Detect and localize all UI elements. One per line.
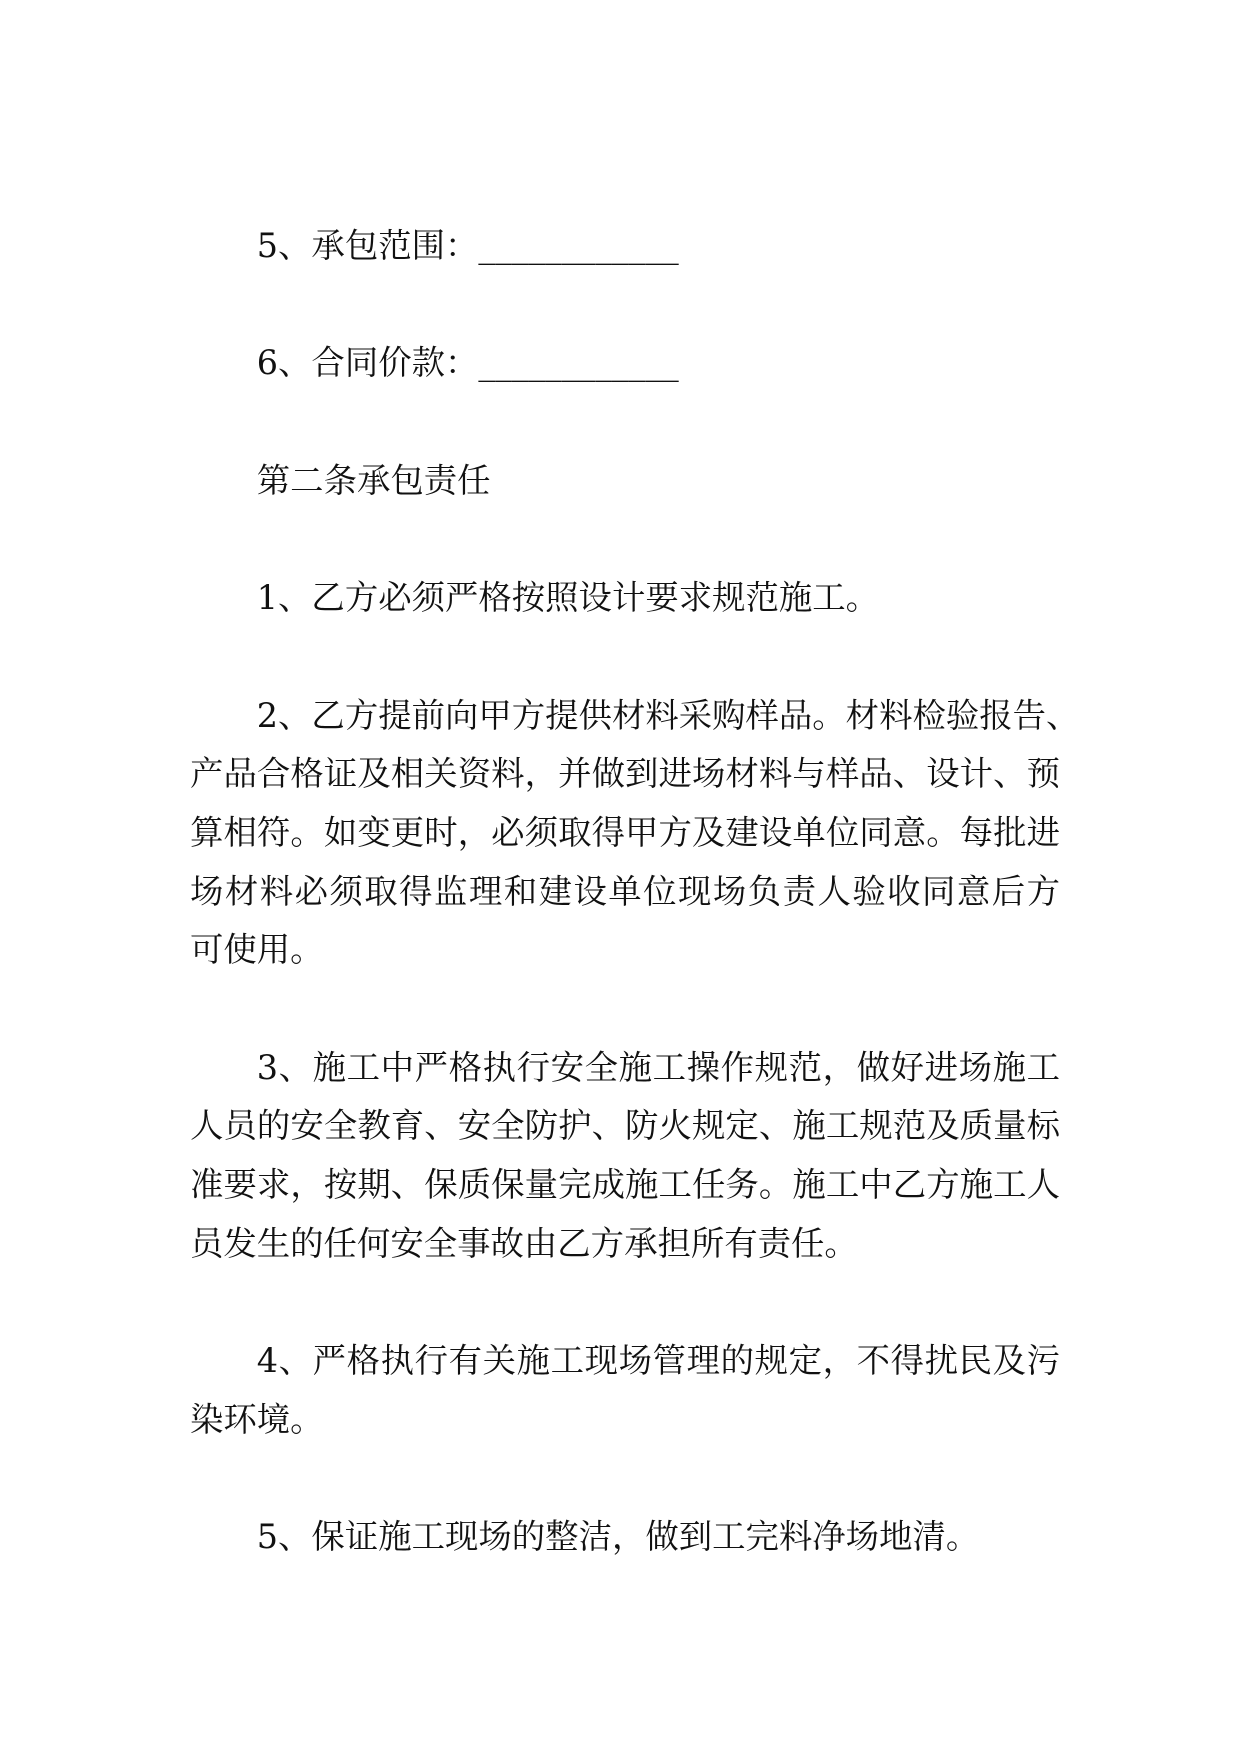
paragraph <box>190 687 1080 980</box>
text-line: 5、保证施工现场的整洁，做到工完料净场地清。 <box>256 1517 980 1557</box>
text-line: 染环境。 <box>190 1399 324 1439</box>
text-line: 3、施工中严格执行安全施工操作规范，做好进场施工 <box>256 1047 1060 1087</box>
text-line: 准要求，按期、保质保量完成施工任务。施工中乙方施工人 <box>190 1165 1060 1204</box>
text-line: 4、严格执行有关施工现场管理的规定，不得扰民及污 <box>256 1341 1060 1381</box>
text-line: 可使用。 <box>190 930 324 970</box>
paragraph <box>190 1039 1060 1274</box>
section-heading-text: 第二条承包责任 <box>256 460 491 500</box>
paragraph <box>190 1508 1060 1567</box>
text-line: 场材料必须取得监理和建设单位现场负责人验收同意后方 <box>190 871 1060 911</box>
text-line: 产品合格证及相关资料，并做到进场材料与样品、设计、预 <box>190 754 1060 794</box>
contract-scope-field <box>190 217 1060 276</box>
text-line: 员发生的任何安全事故由乙方承担所有责任。 <box>190 1223 858 1263</box>
text-line: 1、乙方必须严格按照设计要求规范施工。 <box>256 578 880 618</box>
text-line: 人员的安全教育、安全防护、防火规定、施工规范及质量标 <box>190 1106 1060 1146</box>
text-line: 算相符。如变更时，必须取得甲方及建设单位同意。每批进 <box>190 812 1060 852</box>
paragraph <box>190 569 1060 628</box>
text-line: 6、合同价款：____________ <box>256 343 679 383</box>
document-body <box>190 217 1080 1626</box>
paragraph <box>190 1332 1060 1449</box>
text-line: 5、承包范围：____________ <box>256 226 679 265</box>
text-line: 2、乙方提前向甲方提供材料采购样品。材料检验报告、 <box>256 695 1080 735</box>
contract-price-field <box>190 334 1060 393</box>
section-heading <box>190 452 1060 511</box>
